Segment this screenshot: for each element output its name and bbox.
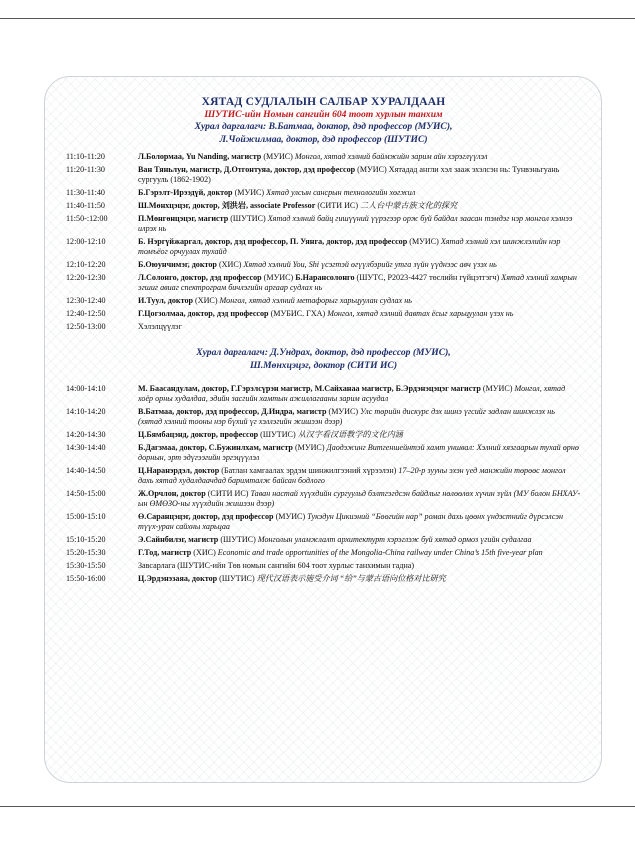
time-slot: 14:10-14:20 — [66, 407, 106, 416]
schedule-row — [66, 152, 581, 162]
presentation-title: Даодэжинг Витгеншейнтэй хамт уншвал: Хэлний хязгаарын тухай өрнө дорнын, эрт эдүгээгийн эргэцүүлэл — [138, 443, 579, 462]
presenters: Б. Нэргүйжаргал, доктор, дэд профессор, П. Уянга, доктор, дэд профессор — [138, 237, 408, 246]
presenters: Ц.Наранэрдэл, доктор — [138, 466, 220, 475]
presenters: Ван Тяньлун, магистр, Д.Отгонтуяа, доктор, дэд профессор — [138, 165, 356, 174]
presentation-title: 17–20-р зууны эхэн үед манжийн төрөөс монгол дахь хятад худалдаачдад баримталж байсан бодлого — [138, 466, 566, 485]
presenters: Ш.Мөнхцэцэг, доктор, 刘洪岩, associate Professor — [138, 201, 316, 210]
presentation-description — [138, 201, 581, 211]
chairs-line-1: Хурал даргалагч: В.Батмаа, доктор, дэд профессор (МУИС), — [194, 121, 453, 132]
schedule-row — [66, 548, 581, 558]
presentation-description — [138, 188, 581, 198]
presenters: Ө.Саранцэцэг, доктор, дэд профессор — [138, 512, 274, 521]
presentation-description — [138, 443, 581, 463]
presentation-description — [138, 466, 581, 486]
schedule-row — [66, 273, 581, 293]
top-rule — [0, 18, 635, 19]
presentation-description — [138, 561, 581, 571]
session-2-chairs-line-1: Хурал даргалагч: Д.Ундрах, доктор, дэд профессор (МУИС), — [196, 347, 451, 358]
time-slot: 12:30-12:40 — [66, 296, 106, 305]
affiliation: (МУИС) — [232, 188, 267, 197]
affiliation: (ШУТС, P2023-4427 төслийн гүйцэтгэгч) — [354, 273, 502, 282]
presentation-description — [138, 296, 581, 306]
presentation-description — [138, 165, 581, 185]
program-header — [66, 96, 581, 146]
schedule-row — [66, 407, 581, 427]
affiliation: (ШУТИС) — [218, 535, 258, 544]
schedule-row — [66, 466, 581, 486]
presentation-title: Хятад улсын сансрын технологийн хөгжил — [266, 188, 416, 197]
presentation-description — [138, 535, 581, 545]
time-slot: 15:30-15:50 — [66, 561, 106, 570]
affiliation: (ХИС) — [216, 260, 244, 269]
presentation-description — [138, 309, 581, 319]
time-slot: 12:50-13:00 — [66, 322, 106, 331]
affiliation: (МУИС) — [261, 273, 296, 282]
presentation-description — [138, 407, 581, 427]
schedule-row — [66, 214, 581, 234]
session-2-schedule — [66, 384, 581, 587]
schedule-row — [66, 201, 581, 211]
presenters: П.Мөнгөнцэцэг, магистр — [138, 214, 229, 223]
presentation-title: 二人台中蒙古族文化的探究 — [360, 201, 458, 210]
affiliation: (ШУТИС) — [258, 430, 298, 439]
presentation-title: Economic and trade opportunities of the Mongolia-China railway under China’s 15th five-year plan — [217, 548, 543, 557]
time-slot: 11:20-11:30 — [66, 165, 105, 174]
venue-line: ШУТИС-ийн Номын сангийн 604 тоот хурлын танхим — [204, 108, 443, 120]
time-slot: 14:00-14:10 — [66, 384, 106, 393]
affiliation: Завсарлага (ШУТИС-ийн Төв номын сангийн 604 тоот хурлыс танхимын гадна) — [138, 561, 415, 570]
presenters: Г.Цогзолмаа, доктор, дэд профессор — [138, 309, 269, 318]
schedule-row — [66, 443, 581, 463]
schedule-row — [66, 322, 581, 332]
affiliation: Хэлэлцүүлэг — [138, 322, 182, 331]
schedule-row — [66, 188, 581, 198]
presentation-title: Хятад хэлний хамрын эгшиг авиаг спектрограм бичлэгийн аргаар судлах нь — [138, 273, 577, 292]
affiliation: (МУИС) — [326, 407, 361, 416]
time-slot: 12:40-12:50 — [66, 309, 106, 318]
presenters: Б.Гэрэлт-Ирээдүй, доктор — [138, 188, 233, 197]
presenters: И.Туул, доктор — [138, 296, 194, 305]
presentation-description — [138, 322, 581, 332]
affiliation: (МУИС) — [407, 237, 441, 246]
presenters: Г.Тод, магистр — [138, 548, 192, 557]
affiliation: (МУИС) — [480, 384, 515, 393]
session-1-schedule — [66, 152, 581, 335]
presentation-description — [138, 548, 581, 558]
time-slot: 14:30-14:40 — [66, 443, 106, 452]
time-slot: 14:20-14:30 — [66, 430, 106, 439]
presenters: Ц.Эрдэнэзаяа, доктор — [138, 574, 218, 583]
affiliation: (ШУТИС) — [217, 574, 257, 583]
affiliation: (МУИС) — [261, 152, 295, 161]
presenters: М. Баасандулам, доктор, Г.Гэрэлсүрэн магистр, М.Сайханаа магистр, Б.Эрдэнэцэцэг магистр — [138, 384, 481, 393]
time-slot: 12:10-12:20 — [66, 260, 106, 269]
affiliation: (МУИС) Хятадад англи хэл зааж эхэлсэн нь: Тунвэньгуань сургууль (1862-1902) — [138, 165, 560, 184]
schedule-row — [66, 512, 581, 532]
presentation-description — [138, 152, 581, 162]
schedule-row — [66, 384, 581, 404]
presenters: Л.Солонго, доктор, дэд профессор — [138, 273, 262, 282]
presentation-title: 从汉字看汉语教学的文化内涵 — [297, 430, 403, 439]
presenters: Б.Оюунчимэг, доктор — [138, 260, 217, 269]
affiliation: (ШУТИС) — [228, 214, 268, 223]
affiliation: (СИТИ ИС) — [205, 489, 251, 498]
presenters: Б.Нарансолонго — [295, 273, 355, 282]
presentation-title: Таван настай хүүхдийн сургуульд бэлтгэгдсэн байдлыг нөлөөлөх хүчин зүйл (МУ болон БНХАУ-ын ӨМӨЗО-ны хүүхдийн жишээн дээр) — [138, 489, 581, 508]
time-slot: 14:40-14:50 — [66, 466, 106, 475]
presentation-description — [138, 214, 581, 234]
affiliation: (МУИС) — [273, 512, 308, 521]
affiliation: (СИТИ ИС) — [315, 201, 361, 210]
session-2-header — [66, 347, 581, 372]
affiliation: (ХИС) — [191, 548, 218, 557]
schedule-row — [66, 574, 581, 584]
time-slot: 11:50-:12:00 — [66, 214, 108, 223]
schedule-row — [66, 535, 581, 545]
presentation-title: Монгол, хятад хэлний давтах ёсыг харьцуулан үзэх нь — [327, 309, 514, 318]
schedule-row — [66, 489, 581, 509]
time-slot: 15:10-15:20 — [66, 535, 106, 544]
presentation-description — [138, 273, 581, 293]
schedule-row — [66, 296, 581, 306]
presentation-description — [138, 237, 581, 257]
schedule-row — [66, 309, 581, 319]
time-slot: 12:00-12:10 — [66, 237, 106, 246]
schedule-row — [66, 561, 581, 571]
program-content — [66, 96, 581, 587]
time-slot: 11:40-11:50 — [66, 201, 105, 210]
presenters: Л.Болормаа, Yu Nanding, магистр — [138, 152, 262, 161]
row-gap — [66, 584, 581, 587]
presentation-description — [138, 260, 581, 270]
presentation-title: Монгол, хятад хэлний метафорыг харьцуулан судлах нь — [219, 296, 412, 305]
affiliation: (ХИС) — [193, 296, 220, 305]
presenters: Э.Сайнбилэг, магистр — [138, 535, 219, 544]
presentation-title: Монгол, хятад хоёр орны худалдаа, эдийн засгийн хамтын ажиллагааны зарим асуудал — [138, 384, 566, 403]
presentation-title: Монгол, хятад хэлний баймжийн зарим айн хэрэглүүлэл — [294, 152, 488, 161]
time-slot: 15:20-15:30 — [66, 548, 106, 557]
presenters: Ц.Бямбацэнд, доктор, профессор — [138, 430, 259, 439]
schedule-row — [66, 237, 581, 257]
presentation-description — [138, 384, 581, 404]
affiliation: (МУИС) — [292, 443, 327, 452]
presenters: Б.Дагзмаа, доктор, С.Бужинлхам, магистр — [138, 443, 293, 452]
time-slot: 12:20-12:30 — [66, 273, 106, 282]
time-slot: 15:00-15:10 — [66, 512, 106, 521]
time-slot: 14:50-15:00 — [66, 489, 106, 498]
presentation-title: Хятад хэлний хэл шинжлэлийн нэр томъёог орчуулах тухайд — [138, 237, 561, 256]
presenters: В.Батмаа, доктор, дэд профессор, Д.Индра, магистр — [138, 407, 327, 416]
presentation-description — [138, 430, 581, 440]
schedule-row — [66, 260, 581, 270]
schedule-row — [66, 165, 581, 185]
time-slot: 15:50-16:00 — [66, 574, 106, 583]
schedule-row — [66, 430, 581, 440]
affiliation: (МУБИС. ГХА) — [268, 309, 328, 318]
section-title: ХЯТАД СУДЛАЛЫН САЛБАР ХУРАЛДААН — [201, 96, 446, 108]
session-2-chairs-line-2: Ш.Мөнхцэцэг, доктор (СИТИ ИС) — [249, 359, 398, 371]
presentation-title: Монголын уламжлалт архитектурт хэрэглэж буй хятад ормоз үгийн судалгаа — [257, 535, 532, 544]
presentation-title: Хятад хэлний You, Shi үсэгтэй өгүүлбэрийг утга зүйн үүднээс авч үзэх нь — [243, 260, 497, 269]
bottom-rule — [0, 806, 635, 807]
presentation-title: Хятад хэлний байц гишүүний үүрэгээр орж буй байдал заасан тэмдэг нэр монгол хэлнээ илрэх нь — [138, 214, 573, 233]
presentation-title: 现代汉语表示施受介词 “给”与蒙古语向位格对比研究 — [256, 574, 446, 583]
chairs-line-2: Л.Чойжилмаа, доктор, дэд профессор (ШУТИС) — [219, 133, 428, 145]
presenters: Ж.Орчлон, доктор — [138, 489, 206, 498]
presentation-description — [138, 512, 581, 532]
presentation-description — [138, 489, 581, 509]
time-slot: 11:10-11:20 — [66, 152, 105, 161]
presentation-title: Улс төрийн дискурс дэх шинэ үгсийг задлан шинжлэх нь (хятад хэлний тооны нэр бүхий үг хэллэгийн жишээн дээр) — [138, 407, 555, 426]
presentation-title: Тукэдун Цикиэний “Бөөгийн нар” роман дахь цөөнх үндэстнийг дүрсэлсэн түүх-уран сайхны харьцаа — [138, 512, 563, 531]
affiliation: (Батлан хамгаалах эрдэм шинжилгээний хүрээлэн) — [219, 466, 399, 475]
time-slot: 11:30-11:40 — [66, 188, 105, 197]
presentation-description — [138, 574, 581, 584]
